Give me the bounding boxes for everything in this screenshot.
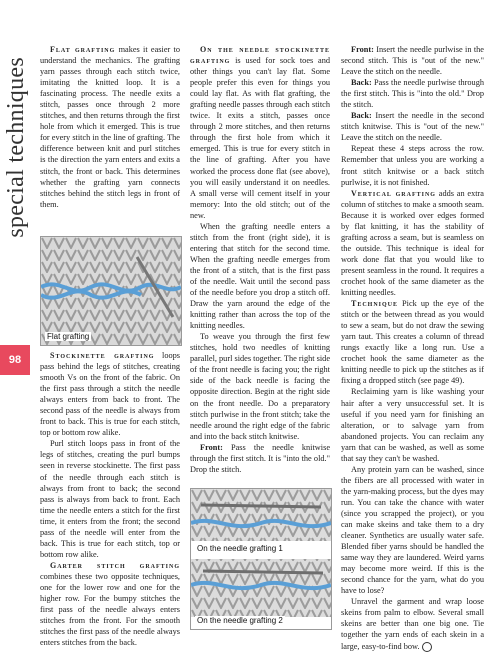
paragraph: To weave you through the first few stitches, hold two needles of knitting parallel, purl sides together. The right side of the front needle is facing you; the right side of the back needle is facing the opposite direction. Begin at the right side on the front needle. Do a preparatory stitch purlwise in the front stitch; take the needle around the right edge of the fabric and into the back stitch knitwise. <box>190 332 330 441</box>
section-title: special techniques <box>2 57 29 238</box>
paragraph <box>190 44 330 221</box>
figure-caption-1: On the needle grafting 1 <box>197 544 283 553</box>
paragraph <box>341 298 484 386</box>
paragraph <box>341 44 484 77</box>
run-in-heading: Front: <box>351 45 374 54</box>
column-3 <box>341 44 484 652</box>
paragraph: When the grafting needle enters a stitch from the front (right side), it is entering that stitch for the second time. When the grafting needle emerges from the front of a stitch, that is the first pass of the needle. Wait until the second pass of the needle before you drop a stitch off. Draw the yarn around the edge of the knitting rather than across the top of the knitting needles. <box>190 221 330 331</box>
run-in-heading: Flat grafting <box>50 45 116 54</box>
paragraph-text: is used for sock toes and other things you can't lay flat. Some people prefer this even for things you could lay flat. As with flat grafting, the grafting needle passes through each stitch twice. It exits a stitch, passes once through 2 more stitches, and then returns through the first hole from which it emerged. This is true for every stitch in the line of grafting. After you have worked the process done flat (see above), you will easily understand it on needles. A small verse will cement itself in your memory: Into the old stitch; out of the new. <box>190 56 330 220</box>
figure-flat-grafting <box>40 236 182 346</box>
column-1 <box>40 44 180 210</box>
paragraph-text: Pass the needle knitwise through the first stitch. It is "into the old." Drop the stitch. <box>190 442 330 474</box>
paragraph-text: Unravel the garment and wrap loose skeins from palm to elbow. Several small skeins are better than one big one. Tie together the yarn ends of each skein in a large, easy-to-find bow. <box>341 597 484 651</box>
column-1-continued <box>40 350 180 648</box>
paragraph <box>40 560 180 648</box>
run-in-heading: Vertical grafting <box>351 188 436 198</box>
paragraph-text: loops pass behind the legs of stitches, creating smooth Vs on the front of the fabric. On the first pass through a stitch the needle always enters from back to front. The second pass of the needle is always from front to back. This is true for each stitch, top or bottom row alike. <box>40 351 180 438</box>
knitting-illustration-flat <box>41 237 181 345</box>
paragraph <box>341 77 484 110</box>
paragraph-text: adds an extra column of stitches to make a smooth seam. Because it is worked over edges formed by flat knitting, it has the stability of grafting across a seam, but is seamless on the outside. This technique is ideal for work done flat that you would like to present seamless in the round. It requires a crochet hook of the same diameter as the knitting needles. <box>341 188 484 298</box>
page-number: 98 <box>0 345 30 375</box>
run-in-heading: Back: <box>351 78 372 88</box>
run-in-heading: Front: <box>200 442 223 452</box>
paragraph <box>341 596 484 651</box>
run-in-heading: Stockinette grafting <box>50 351 155 360</box>
paragraph-text: combines these two opposite techniques, one for the lower row and one for the higher row. For the bumpy stitches the first pass of the needle always enters stitches from the front. For the smooth stitches the first pass of the needle always enters stitches from the back. <box>40 571 180 648</box>
paragraph: Purl stitch loops pass in front of the legs of stitches, creating the purl bumps seen in reverse stockinette. The first pass of the needle through each stitch is always from front to back; the second pass is always from back to front. Each time the needle enters a stitch for the first time, it enters from the front; the second pass of the needle will enter from the back. This is true for each stitch, top or bottom row alike. <box>40 439 180 559</box>
paragraph <box>341 188 484 298</box>
run-in-heading: Technique <box>351 299 399 309</box>
paragraph-text: Insert the needle in the second stitch knitwise. This is "out of the new." Leave the stitch on the needle. <box>341 111 484 143</box>
paragraph <box>40 350 180 438</box>
end-mark-icon <box>422 642 432 652</box>
run-in-heading: On the needle stockinette grafting <box>190 45 330 66</box>
figure-caption: Flat grafting <box>47 332 90 341</box>
paragraph: Any protein yarn can be washed, since the fibers are all processed with water in the yarn-making process, but the dyes may run. You can take the chance with water (since you scrapped the project), or you can make skeins and take them to a dry cleaner. Synthetics are usually water safe. Blended fiber yarns should be handled the same way they are laundered. Weird yarns may become more weird. If this is the second chance for the yarn, what do you have to lose? <box>341 464 484 596</box>
paragraph-text: Pass the needle purlwise through the first stitch. This is "into the old." Drop the stitch. <box>341 78 484 110</box>
paragraph-text: Pick up the eye of the stitch or the between thread as you would to sew a seam, but do not draw the sewing yarn taut. This creates a column of thread rungs exactly like a long run. Use a crochet hook the same diameter as the knitting needle to pick up the stitches as if fixing a dropped stitch (see page 49). <box>341 299 484 386</box>
column-2 <box>190 44 330 475</box>
figure-on-needle-grafting <box>190 488 332 630</box>
paragraph <box>190 442 330 475</box>
run-in-heading: Back: <box>351 111 372 121</box>
paragraph: Reclaiming yarn is like washing your hair after a very unsuccessful set. It is useful if you need yarn for finishing an alteration, or to salvage yarn from abandoned projects. You can reclaim any yarn that can be washed, as well as some that say they can't be washed. <box>341 387 484 463</box>
figure-caption-2: On the needle grafting 2 <box>197 616 283 625</box>
paragraph <box>40 44 180 210</box>
knitting-illustration-needle <box>191 489 331 629</box>
paragraph <box>341 110 484 143</box>
paragraph-text: Insert the needle purlwise in the second stitch. This is "out of the new." Leave the stitch on the needle. <box>341 45 484 77</box>
paragraph: Repeat these 4 steps across the row. Remember that unless you are working a front stitch knitwise or a back stitch purlwise, it is not finished. <box>341 144 484 187</box>
paragraph-text: makes it easier to understand the mechanics. The grafting yarn passes through each stitch twice, imitating the knitted loop. It is a fascinating process. The needle exits a stitch, passes once through 2 more stitches, and then returns through the first hole from which it emerged. This is true for every stitch in the line of grafting. The difference between knit and purl stitches is the direction the yarn enters and exits a stitch, the front or back. This determines whether the grafting yarn connects stitches behind the stitch legs in front of them. <box>40 45 180 209</box>
run-in-heading: Garter stitch grafting <box>50 560 180 570</box>
